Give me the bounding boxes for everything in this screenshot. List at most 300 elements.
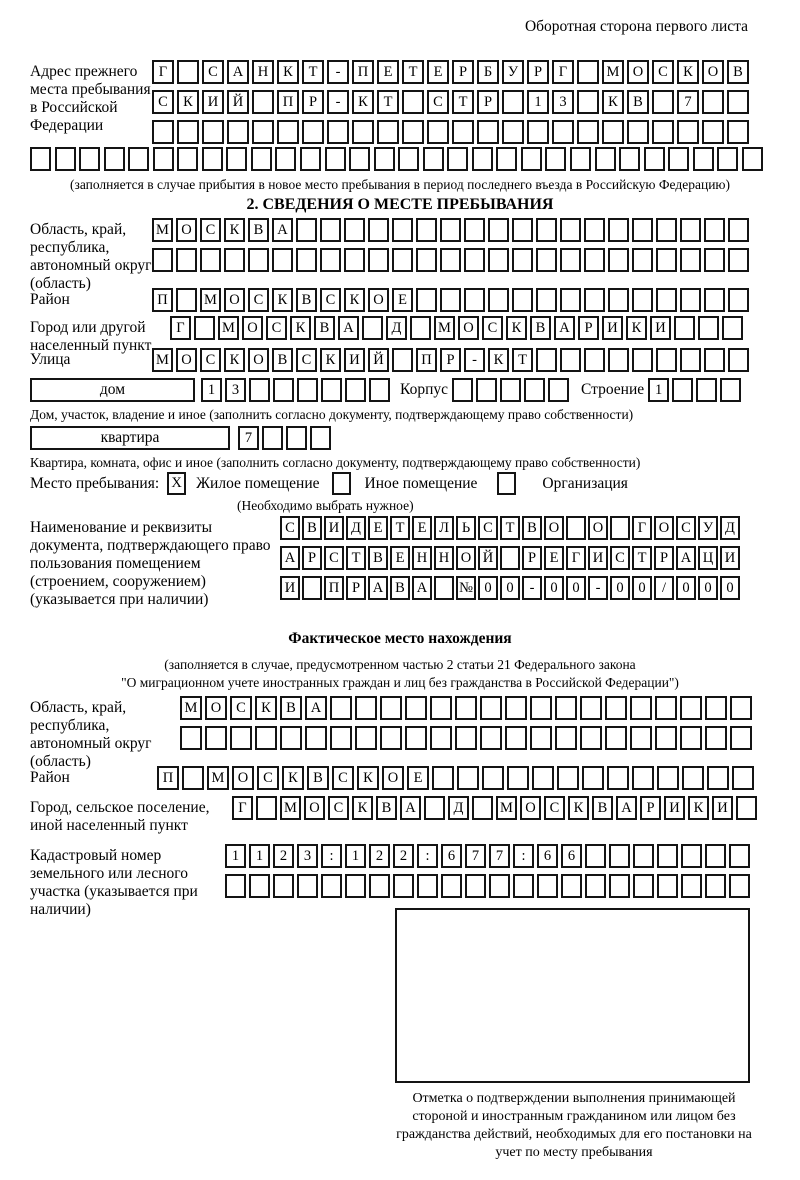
char-cell[interactable]	[608, 248, 629, 272]
char-cell[interactable]: -	[522, 576, 542, 600]
char-cell[interactable]	[668, 147, 689, 171]
char-cell[interactable]	[251, 147, 272, 171]
char-cell[interactable]: Е	[412, 516, 432, 540]
char-cell[interactable]	[644, 147, 665, 171]
char-cell[interactable]	[512, 288, 533, 312]
char-cell[interactable]: О	[176, 218, 197, 242]
char-cell[interactable]	[441, 874, 462, 898]
char-cell[interactable]: И	[280, 576, 300, 600]
char-cell[interactable]: О	[588, 516, 608, 540]
char-cell[interactable]	[402, 90, 424, 114]
char-cell[interactable]	[344, 218, 365, 242]
char-cell[interactable]	[392, 348, 413, 372]
char-cell[interactable]	[202, 120, 224, 144]
char-cell[interactable]	[325, 147, 346, 171]
char-cell[interactable]: О	[702, 60, 724, 84]
char-cell[interactable]: С	[230, 696, 252, 720]
char-cell[interactable]	[104, 147, 125, 171]
char-cell[interactable]	[681, 844, 702, 868]
char-cell[interactable]: О	[176, 348, 197, 372]
char-cell[interactable]	[152, 248, 173, 272]
char-cell[interactable]	[530, 696, 552, 720]
char-cell[interactable]	[722, 316, 743, 340]
char-cell[interactable]: 7	[238, 426, 259, 450]
char-cell[interactable]: Й	[227, 90, 249, 114]
char-cell[interactable]	[652, 120, 674, 144]
char-cell[interactable]: Р	[578, 316, 599, 340]
char-cell[interactable]	[560, 248, 581, 272]
char-cell[interactable]: 0	[632, 576, 652, 600]
char-cell[interactable]: 7	[465, 844, 486, 868]
char-cell[interactable]	[680, 288, 701, 312]
char-cell[interactable]	[656, 288, 677, 312]
char-cell[interactable]: В	[727, 60, 749, 84]
char-cell[interactable]: О	[382, 766, 404, 790]
char-cell[interactable]: Т	[632, 546, 652, 570]
char-cell[interactable]: О	[248, 348, 269, 372]
char-cell[interactable]	[277, 120, 299, 144]
char-cell[interactable]: П	[324, 576, 344, 600]
char-cell[interactable]	[153, 147, 174, 171]
char-cell[interactable]: Ц	[698, 546, 718, 570]
char-cell[interactable]	[472, 147, 493, 171]
char-cell[interactable]	[560, 348, 581, 372]
char-cell[interactable]: М	[602, 60, 624, 84]
char-cell[interactable]	[472, 796, 493, 820]
char-cell[interactable]	[180, 726, 202, 750]
char-cell[interactable]: О	[458, 316, 479, 340]
char-cell[interactable]: С	[296, 348, 317, 372]
char-cell[interactable]: К	[255, 696, 277, 720]
char-cell[interactable]	[584, 288, 605, 312]
char-cell[interactable]: О	[520, 796, 541, 820]
char-cell[interactable]	[262, 426, 283, 450]
char-cell[interactable]	[584, 248, 605, 272]
char-cell[interactable]	[705, 844, 726, 868]
char-cell[interactable]	[424, 796, 445, 820]
char-cell[interactable]	[500, 546, 520, 570]
char-cell[interactable]	[440, 248, 461, 272]
char-cell[interactable]: Т	[346, 546, 366, 570]
char-cell[interactable]	[249, 378, 270, 402]
char-cell[interactable]: 1	[648, 378, 669, 402]
char-cell[interactable]: И	[650, 316, 671, 340]
char-cell[interactable]: С	[482, 316, 503, 340]
char-cell[interactable]	[521, 147, 542, 171]
char-cell[interactable]: О	[544, 516, 564, 540]
char-cell[interactable]	[555, 726, 577, 750]
char-cell[interactable]	[632, 248, 653, 272]
char-cell[interactable]: Р	[654, 546, 674, 570]
char-cell[interactable]: Н	[252, 60, 274, 84]
char-cell[interactable]	[602, 120, 624, 144]
char-cell[interactable]: 0	[478, 576, 498, 600]
char-cell[interactable]: Д	[386, 316, 407, 340]
char-cell[interactable]: С	[257, 766, 279, 790]
char-cell[interactable]: О	[654, 516, 674, 540]
char-cell[interactable]: С	[544, 796, 565, 820]
char-cell[interactable]: К	[677, 60, 699, 84]
char-cell[interactable]	[200, 248, 221, 272]
char-cell[interactable]: Е	[407, 766, 429, 790]
char-cell[interactable]	[321, 378, 342, 402]
char-cell[interactable]	[477, 120, 499, 144]
char-cell[interactable]	[680, 726, 702, 750]
stay-option-organization-checkbox[interactable]	[497, 472, 516, 495]
char-cell[interactable]: Р	[452, 60, 474, 84]
char-cell[interactable]	[488, 218, 509, 242]
char-cell[interactable]	[632, 288, 653, 312]
char-cell[interactable]	[230, 726, 252, 750]
char-cell[interactable]: Т	[302, 60, 324, 84]
char-cell[interactable]	[255, 726, 277, 750]
char-cell[interactable]: И	[712, 796, 733, 820]
char-cell[interactable]	[182, 766, 204, 790]
char-cell[interactable]: С	[427, 90, 449, 114]
char-cell[interactable]: И	[602, 316, 623, 340]
char-cell[interactable]	[729, 874, 750, 898]
char-cell[interactable]: Р	[527, 60, 549, 84]
char-cell[interactable]	[730, 696, 752, 720]
char-cell[interactable]	[536, 248, 557, 272]
char-cell[interactable]	[524, 378, 545, 402]
char-cell[interactable]: К	[568, 796, 589, 820]
char-cell[interactable]	[30, 147, 51, 171]
char-cell[interactable]	[677, 120, 699, 144]
char-cell[interactable]	[633, 844, 654, 868]
char-cell[interactable]	[728, 248, 749, 272]
char-cell[interactable]	[585, 844, 606, 868]
char-cell[interactable]: 3	[552, 90, 574, 114]
char-cell[interactable]	[464, 248, 485, 272]
char-cell[interactable]	[464, 288, 485, 312]
char-cell[interactable]	[55, 147, 76, 171]
char-cell[interactable]	[512, 248, 533, 272]
char-cell[interactable]: 0	[698, 576, 718, 600]
char-cell[interactable]	[249, 874, 270, 898]
char-cell[interactable]	[732, 766, 754, 790]
char-cell[interactable]	[704, 218, 725, 242]
char-cell[interactable]	[729, 844, 750, 868]
char-cell[interactable]	[392, 248, 413, 272]
char-cell[interactable]: А	[338, 316, 359, 340]
char-cell[interactable]	[300, 147, 321, 171]
char-cell[interactable]	[548, 378, 569, 402]
char-cell[interactable]: 0	[720, 576, 740, 600]
char-cell[interactable]	[128, 147, 149, 171]
char-cell[interactable]	[536, 348, 557, 372]
char-cell[interactable]	[480, 696, 502, 720]
char-cell[interactable]: Л	[434, 516, 454, 540]
char-cell[interactable]: 1	[201, 378, 222, 402]
char-cell[interactable]: К	[626, 316, 647, 340]
char-cell[interactable]	[496, 147, 517, 171]
char-cell[interactable]: К	[290, 316, 311, 340]
char-cell[interactable]	[177, 60, 199, 84]
char-cell[interactable]: №	[456, 576, 476, 600]
char-cell[interactable]	[512, 218, 533, 242]
char-cell[interactable]	[652, 90, 674, 114]
char-cell[interactable]: А	[305, 696, 327, 720]
char-cell[interactable]: О	[368, 288, 389, 312]
char-cell[interactable]	[570, 147, 591, 171]
char-cell[interactable]: К	[272, 288, 293, 312]
char-cell[interactable]	[377, 120, 399, 144]
char-cell[interactable]: М	[280, 796, 301, 820]
char-cell[interactable]	[176, 288, 197, 312]
char-cell[interactable]	[345, 874, 366, 898]
char-cell[interactable]: П	[277, 90, 299, 114]
char-cell[interactable]	[698, 316, 719, 340]
char-cell[interactable]	[302, 120, 324, 144]
char-cell[interactable]	[560, 218, 581, 242]
char-cell[interactable]: А	[227, 60, 249, 84]
char-cell[interactable]: Р	[302, 90, 324, 114]
char-cell[interactable]: Й	[368, 348, 389, 372]
char-cell[interactable]	[327, 120, 349, 144]
char-cell[interactable]	[355, 696, 377, 720]
char-cell[interactable]	[393, 874, 414, 898]
char-cell[interactable]	[275, 147, 296, 171]
char-cell[interactable]: 2	[393, 844, 414, 868]
char-cell[interactable]: В	[248, 218, 269, 242]
char-cell[interactable]	[256, 796, 277, 820]
char-cell[interactable]: Р	[477, 90, 499, 114]
char-cell[interactable]	[582, 766, 604, 790]
char-cell[interactable]	[380, 696, 402, 720]
char-cell[interactable]: 0	[500, 576, 520, 600]
char-cell[interactable]	[682, 766, 704, 790]
char-cell[interactable]: Н	[412, 546, 432, 570]
char-cell[interactable]	[705, 726, 727, 750]
char-cell[interactable]: С	[248, 288, 269, 312]
char-cell[interactable]: С	[320, 288, 341, 312]
char-cell[interactable]	[632, 766, 654, 790]
char-cell[interactable]: К	[320, 348, 341, 372]
char-cell[interactable]	[656, 218, 677, 242]
char-cell[interactable]	[225, 874, 246, 898]
char-cell[interactable]	[630, 726, 652, 750]
char-cell[interactable]	[585, 874, 606, 898]
char-cell[interactable]	[205, 726, 227, 750]
char-cell[interactable]: Е	[427, 60, 449, 84]
char-cell[interactable]: Р	[302, 546, 322, 570]
char-cell[interactable]: -	[588, 576, 608, 600]
char-cell[interactable]	[655, 696, 677, 720]
char-cell[interactable]: В	[530, 316, 551, 340]
char-cell[interactable]	[705, 696, 727, 720]
char-cell[interactable]	[532, 766, 554, 790]
char-cell[interactable]	[728, 288, 749, 312]
char-cell[interactable]: К	[506, 316, 527, 340]
char-cell[interactable]: К	[602, 90, 624, 114]
char-cell[interactable]	[488, 288, 509, 312]
char-cell[interactable]	[502, 120, 524, 144]
char-cell[interactable]	[577, 120, 599, 144]
stay-option-other-checkbox[interactable]	[332, 472, 351, 495]
char-cell[interactable]: 2	[369, 844, 390, 868]
char-cell[interactable]	[455, 726, 477, 750]
char-cell[interactable]	[727, 120, 749, 144]
char-cell[interactable]: -	[327, 60, 349, 84]
char-cell[interactable]: П	[352, 60, 374, 84]
char-cell[interactable]	[730, 726, 752, 750]
char-cell[interactable]	[480, 726, 502, 750]
char-cell[interactable]: В	[272, 348, 293, 372]
char-cell[interactable]: Г	[152, 60, 174, 84]
char-cell[interactable]: /	[654, 576, 674, 600]
char-cell[interactable]	[656, 248, 677, 272]
char-cell[interactable]: В	[390, 576, 410, 600]
char-cell[interactable]: Е	[390, 546, 410, 570]
char-cell[interactable]: И	[324, 516, 344, 540]
char-cell[interactable]	[202, 147, 223, 171]
char-cell[interactable]	[704, 248, 725, 272]
char-cell[interactable]	[296, 248, 317, 272]
char-cell[interactable]: :	[417, 844, 438, 868]
char-cell[interactable]	[273, 874, 294, 898]
char-cell[interactable]	[176, 248, 197, 272]
char-cell[interactable]	[530, 726, 552, 750]
char-cell[interactable]: Е	[377, 60, 399, 84]
char-cell[interactable]: С	[280, 516, 300, 540]
char-cell[interactable]	[657, 766, 679, 790]
char-cell[interactable]	[177, 147, 198, 171]
char-cell[interactable]: О	[224, 288, 245, 312]
char-cell[interactable]: 0	[610, 576, 630, 600]
char-cell[interactable]: К	[344, 288, 365, 312]
char-cell[interactable]: 3	[297, 844, 318, 868]
char-cell[interactable]	[349, 147, 370, 171]
char-cell[interactable]	[392, 218, 413, 242]
char-cell[interactable]: Г	[552, 60, 574, 84]
char-cell[interactable]	[488, 248, 509, 272]
char-cell[interactable]	[545, 147, 566, 171]
char-cell[interactable]: В	[627, 90, 649, 114]
char-cell[interactable]: 2	[273, 844, 294, 868]
char-cell[interactable]: В	[307, 766, 329, 790]
char-cell[interactable]	[369, 378, 390, 402]
char-cell[interactable]	[505, 726, 527, 750]
char-cell[interactable]	[302, 576, 322, 600]
char-cell[interactable]: П	[157, 766, 179, 790]
char-cell[interactable]: Д	[720, 516, 740, 540]
char-cell[interactable]	[405, 726, 427, 750]
char-cell[interactable]	[432, 766, 454, 790]
char-cell[interactable]	[577, 60, 599, 84]
char-cell[interactable]: М	[200, 288, 221, 312]
char-cell[interactable]	[194, 316, 215, 340]
char-cell[interactable]: С	[200, 348, 221, 372]
char-cell[interactable]	[380, 726, 402, 750]
char-cell[interactable]	[696, 378, 717, 402]
char-cell[interactable]	[152, 120, 174, 144]
char-cell[interactable]: В	[314, 316, 335, 340]
char-cell[interactable]	[680, 348, 701, 372]
char-cell[interactable]	[252, 90, 274, 114]
char-cell[interactable]	[286, 426, 307, 450]
char-cell[interactable]	[627, 120, 649, 144]
char-cell[interactable]: Т	[452, 90, 474, 114]
char-cell[interactable]	[537, 874, 558, 898]
char-cell[interactable]: Е	[544, 546, 564, 570]
char-cell[interactable]: Т	[377, 90, 399, 114]
char-cell[interactable]: Е	[368, 516, 388, 540]
char-cell[interactable]: К	[688, 796, 709, 820]
char-cell[interactable]	[555, 696, 577, 720]
char-cell[interactable]	[680, 696, 702, 720]
char-cell[interactable]	[464, 218, 485, 242]
char-cell[interactable]	[330, 726, 352, 750]
char-cell[interactable]	[296, 218, 317, 242]
char-cell[interactable]	[536, 288, 557, 312]
char-cell[interactable]	[430, 726, 452, 750]
char-cell[interactable]	[632, 218, 653, 242]
char-cell[interactable]: Н	[434, 546, 454, 570]
char-cell[interactable]: С	[266, 316, 287, 340]
char-cell[interactable]: Т	[512, 348, 533, 372]
char-cell[interactable]	[416, 248, 437, 272]
char-cell[interactable]: С	[324, 546, 344, 570]
char-cell[interactable]: И	[344, 348, 365, 372]
char-cell[interactable]: С	[478, 516, 498, 540]
char-cell[interactable]: 1	[225, 844, 246, 868]
char-cell[interactable]	[368, 248, 389, 272]
char-cell[interactable]: К	[277, 60, 299, 84]
char-cell[interactable]	[704, 348, 725, 372]
char-cell[interactable]: 1	[249, 844, 270, 868]
char-cell[interactable]	[702, 90, 724, 114]
char-cell[interactable]: Р	[640, 796, 661, 820]
char-cell[interactable]	[608, 218, 629, 242]
char-cell[interactable]	[224, 248, 245, 272]
char-cell[interactable]	[607, 766, 629, 790]
char-cell[interactable]: М	[152, 218, 173, 242]
stay-option-residential-checkbox[interactable]: X	[167, 472, 186, 495]
char-cell[interactable]	[702, 120, 724, 144]
char-cell[interactable]	[595, 147, 616, 171]
char-cell[interactable]	[657, 874, 678, 898]
char-cell[interactable]: А	[272, 218, 293, 242]
char-cell[interactable]	[656, 348, 677, 372]
char-cell[interactable]	[536, 218, 557, 242]
char-cell[interactable]: И	[588, 546, 608, 570]
char-cell[interactable]	[513, 874, 534, 898]
char-cell[interactable]: Г	[566, 546, 586, 570]
char-cell[interactable]: К	[282, 766, 304, 790]
char-cell[interactable]: А	[676, 546, 696, 570]
char-cell[interactable]: 7	[489, 844, 510, 868]
char-cell[interactable]	[736, 796, 757, 820]
char-cell[interactable]: В	[368, 546, 388, 570]
char-cell[interactable]: 0	[676, 576, 696, 600]
char-cell[interactable]	[427, 120, 449, 144]
char-cell[interactable]	[252, 120, 274, 144]
char-cell[interactable]	[368, 218, 389, 242]
char-cell[interactable]: А	[368, 576, 388, 600]
char-cell[interactable]	[310, 426, 331, 450]
char-cell[interactable]	[584, 348, 605, 372]
char-cell[interactable]	[633, 874, 654, 898]
char-cell[interactable]	[226, 147, 247, 171]
char-cell[interactable]	[502, 90, 524, 114]
char-cell[interactable]	[605, 696, 627, 720]
char-cell[interactable]	[465, 874, 486, 898]
char-cell[interactable]: Ь	[456, 516, 476, 540]
char-cell[interactable]	[482, 766, 504, 790]
char-cell[interactable]: А	[412, 576, 432, 600]
char-cell[interactable]	[320, 248, 341, 272]
